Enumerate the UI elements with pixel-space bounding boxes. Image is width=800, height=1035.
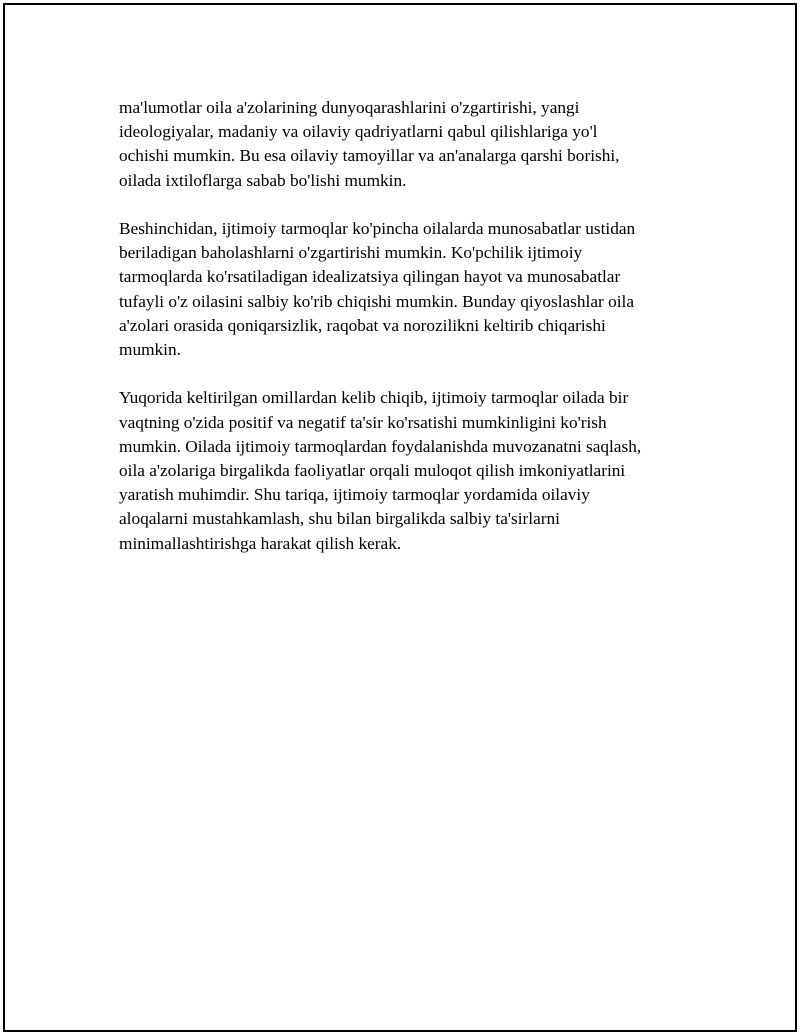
paragraph-3 [119,386,699,555]
paragraph-1 [119,96,699,193]
text-line: ideologiyalar, madaniy va oilaviy qadriyatlarni qabul qilishlariga yo'l [119,122,598,142]
text-line: vaqtning o'zida positif va negatif ta'sir ko'rsatishi mumkinligini ko'rish [119,412,607,432]
text-line: ma'lumotlar oila a'zolarining dunyoqarashlarini o'zgartirishi, yangi [119,98,580,117]
text-line: tarmoqlarda ko'rsatiladigan idealizatsiya qilingan hayot va munosabatlar [119,267,621,287]
paragraph-2 [119,217,699,362]
text-line: tufayli o'z oilasini salbiy ko'rib chiqishi mumkin. Bunday qiyoslashlar oila [119,291,635,311]
text-line: Beshinchidan, ijtimoiy tarmoqlar ko'pincha oilalarda munosabatlar ustidan [119,219,636,238]
text-line: a'zolari orasida qoniqarsizlik, raqobat va norozilikni keltirib chiqarishi [119,315,606,335]
text-line: yaratish muhimdir. Shu tariqa, ijtimoiy tarmoqlar yordamida oilaviy [119,485,590,505]
text-line: mumkin. Oilada ijtimoiy tarmoqlardan foydalanishda muvozanatni saqlash, [119,436,642,456]
document-body [119,96,699,580]
text-line: oila a'zolariga birgalikda faoliyatlar orqali muloqot qilish imkoniyatlarini [119,461,626,481]
text-line: Yuqorida keltirilgan omillardan kelib chiqib, ijtimoiy tarmoqlar oilada bir [119,388,629,408]
text-line: oilada ixtiloflarga sabab bo'lishi mumkin. [119,170,407,190]
document-page [3,3,797,1032]
text-line: beriladigan baholashlarni o'zgartirishi mumkin. Ko'pchilik ijtimoiy [119,243,583,263]
text-line: mumkin. [119,340,181,360]
text-line: aloqalarni mustahkamlash, shu bilan birgalikda salbiy ta'sirlarni [119,509,560,529]
text-line: minimallashtirishga harakat qilish kerak. [119,533,402,553]
text-line: ochishi mumkin. Bu esa oilaviy tamoyillar va an'analarga qarshi borishi, [119,146,620,166]
